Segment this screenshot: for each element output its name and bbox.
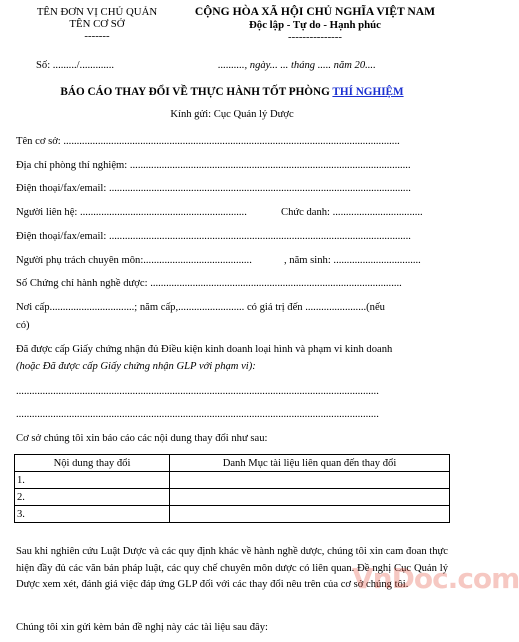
facility-name-field: Tên cơ sở: ............................................................................................................................... [16,136,400,147]
header-right-divider: --------------- [288,31,342,43]
issue-place-continuation: có) [16,320,30,331]
table-row [15,472,450,489]
table-cell-empty [170,472,450,489]
contact-person-field: Người liên hệ: ............................................................... [16,207,247,218]
granted-certificate-text: Đã được cấp Giấy chứng nhận đủ Điều kiện kinh doanh loại hình và phạm vi kinh doanh [16,344,393,355]
table-cell-empty [170,489,450,506]
birth-year-field: , năm sinh: ................................. [284,255,421,266]
recipient: Kính gửi: Cục Quản lý Dược [170,109,294,120]
facility-name-header: TÊN CƠ SỞ [69,18,125,30]
contact-phone-fax-email-field: Điện thoại/fax/email: .................................................................................................................. [16,231,411,242]
phone-fax-email-field: Điện thoại/fax/email: .................................................................................................................. [16,183,411,194]
header-left-divider: ------- [84,30,110,42]
motto: Độc lập - Tự do - Hạnh phúc [249,18,381,31]
column-related-documents: Danh Mục tài liệu liên quan đến thay đổi [170,455,450,472]
lab-address-field: Địa chỉ phòng thí nghiệm: .......................................................................................................... [16,160,411,171]
attachments-intro: Chúng tôi xin gửi kèm bản đề nghị này các tài liệu sau đây: [16,622,268,633]
column-change-content: Nội dung thay đổi [15,455,170,472]
issuing-authority-block [22,6,172,42]
document-title-main: BÁO CÁO THAY ĐỔI VỀ THỰC HÀNH TỐT PHÒNG [60,86,330,98]
changes-table [14,454,450,523]
lab-link[interactable]: THÍ NGHIỆM [332,86,404,98]
granted-certificate-alt: (hoặc Đã được cấp Giấy chứng nhận GLP với phạm vi): [16,361,256,372]
table-cell-index: 1. [15,472,170,489]
technical-manager-field: Người phụ trách chuyên môn:......................................... [16,255,252,266]
table-cell-index: 3. [15,506,170,523]
watermark-logo: VnDoc.com [352,562,519,595]
table-row [15,489,450,506]
scope-dots-line-2: ......................................................................................................................................... [16,409,379,420]
scope-dots-line-1: ......................................................................................................................................... [16,386,379,397]
position-field: Chức danh: .................................. [281,207,423,218]
document-title [0,86,464,98]
issue-place-field: Nơi cấp................................; năm cấp,......................... có giá trị đến .......................(nếu [16,302,385,313]
report-intro: Cơ sở chúng tôi xin báo cáo các nội dung thay đổi như sau: [16,433,268,444]
document-number: Số: ........./............. [36,60,114,71]
table-row [15,506,450,523]
document-date: .........., ngày... ... tháng ..... năm 20.... [218,60,376,71]
certificate-number-field: Số Chứng chỉ hành nghề dược: ............................................................................................... [16,278,402,289]
table-cell-empty [170,506,450,523]
parent-unit-name: TÊN ĐƠN VỊ CHỦ QUẢN [36,6,158,18]
commitment-paragraph: Sau khi nghiên cứu Luật Dược và các quy định khác về hành nghề dược, chúng tôi xin cam đoan thực hiện đầy đủ các văn bản pháp luật, các quy chế chuyên môn dược có liên quan. Đề nghị Cục Quản lý Dược xem xét, đánh giá việc đáp ứng GLP đối với các thay đổi nêu trên của cơ sở chúng tôi. [16,546,448,590]
country-name: CỘNG HÒA XÃ HỘI CHỦ NGHĨA VIỆT NAM [194,5,436,18]
table-cell-index: 2. [15,489,170,506]
table-header-row [15,455,450,472]
national-motto-block [178,6,452,44]
